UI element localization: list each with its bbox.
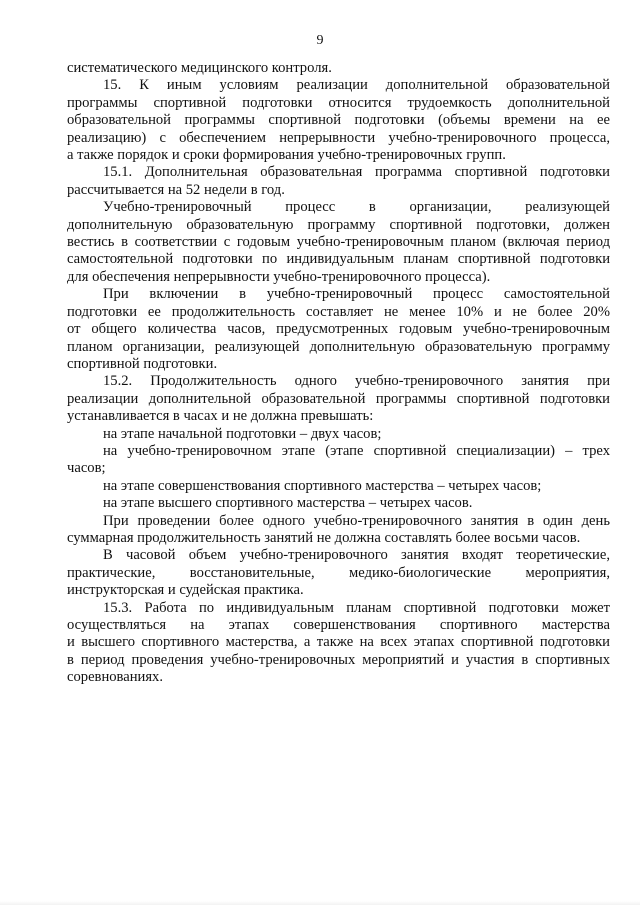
text-line: подготовки ее продолжительность составляет не менее 10% и не более 20% <box>67 303 610 320</box>
text-line: реализации дополнительной образовательной программы спортивной подготовки <box>67 390 610 407</box>
text-line: дополнительную образовательную программу спортивной подготовки, должен <box>67 216 610 233</box>
text-line: практические, восстановительные, медико-биологические мероприятия, <box>67 564 610 581</box>
document-body <box>67 60 610 687</box>
text-line: на этапе высшего спортивного мастерства – четырех часов. <box>103 495 473 512</box>
text-line: в период проведения учебно-тренировочных мероприятий и участия в спортивных <box>67 651 610 668</box>
paragraph <box>67 600 610 687</box>
text-line: При проведении более одного учебно-тренировочного занятия в один день <box>103 512 610 529</box>
text-line: Учебно-тренировочный процесс в организации, реализующей <box>103 199 610 216</box>
text-line: и высшего спортивного мастерства, а также на всех этапах спортивной подготовки <box>67 634 610 651</box>
text-line: В часовой объем учебно-тренировочного занятия входят теоретические, <box>103 547 610 564</box>
paragraph <box>67 60 610 77</box>
paragraph <box>67 164 610 199</box>
scan-edge <box>0 901 640 905</box>
paragraph <box>67 286 610 373</box>
text-line: суммарная продолжительность занятий не должна составлять более восьми часов. <box>67 529 581 546</box>
text-line: рассчитывается на 52 недели в год. <box>67 181 285 198</box>
paragraph <box>67 443 610 478</box>
text-line: программы спортивной подготовки относится трудоемкость дополнительной <box>67 94 610 111</box>
paragraph <box>67 513 610 548</box>
text-line: 15.3. Работа по индивидуальным планам спортивной подготовки может <box>103 599 610 616</box>
text-line: на этапе начальной подготовки – двух часов; <box>103 425 382 442</box>
text-line: образовательной программы спортивной подготовки (объемы времени на ее <box>67 112 610 129</box>
text-line: вестись в соответствии с годовым учебно-тренировочным планом (включая период <box>67 234 610 251</box>
text-line: систематического медицинского контроля. <box>67 60 332 76</box>
text-line: часов; <box>67 460 106 477</box>
paragraph <box>67 478 610 495</box>
text-line: спортивной подготовки. <box>67 355 218 372</box>
paragraph <box>67 373 610 425</box>
text-line: а также порядок и сроки формирования учебно-тренировочных групп. <box>67 147 506 164</box>
text-line: реализацию) с обеспечением непрерывности учебно-тренировочного процесса, <box>67 129 610 146</box>
page-number: 9 <box>316 33 324 48</box>
text-line: от общего количества часов, предусмотренных годовым учебно-тренировочным <box>67 321 610 338</box>
text-line: 15.2. Продолжительность одного учебно-тренировочного занятия при <box>103 373 610 390</box>
paragraph <box>67 495 610 512</box>
text-line: на этапе совершенствования спортивного мастерства – четырех часов; <box>103 477 542 494</box>
text-line: осуществляться на этапах совершенствования спортивного мастерства <box>67 617 610 633</box>
text-line: на учебно-тренировочном этапе (этапе спортивной специализации) – трех <box>103 442 610 459</box>
text-line: 15.1. Дополнительная образовательная программа спортивной подготовки <box>103 164 610 181</box>
paragraph <box>67 77 610 164</box>
text-line: самостоятельной подготовки по индивидуальным планам спортивной подготовки <box>67 251 610 268</box>
paragraph <box>67 426 610 443</box>
text-line: устанавливается в часах и не должна превышать: <box>67 408 374 425</box>
text-line: При включении в учебно-тренировочный процесс самостоятельной <box>103 286 610 303</box>
text-line: 15. К иным условиям реализации дополнительной образовательной <box>103 77 610 94</box>
text-line: соревнованиях. <box>67 669 163 686</box>
paragraph <box>67 547 610 599</box>
text-line: планом организации, реализующей дополнительную образовательную программу <box>67 338 610 355</box>
paragraph <box>67 199 610 286</box>
text-line: инструкторская и судейская практика. <box>67 582 304 599</box>
text-line: для обеспечения непрерывности учебно-тренировочного процесса). <box>67 268 491 285</box>
